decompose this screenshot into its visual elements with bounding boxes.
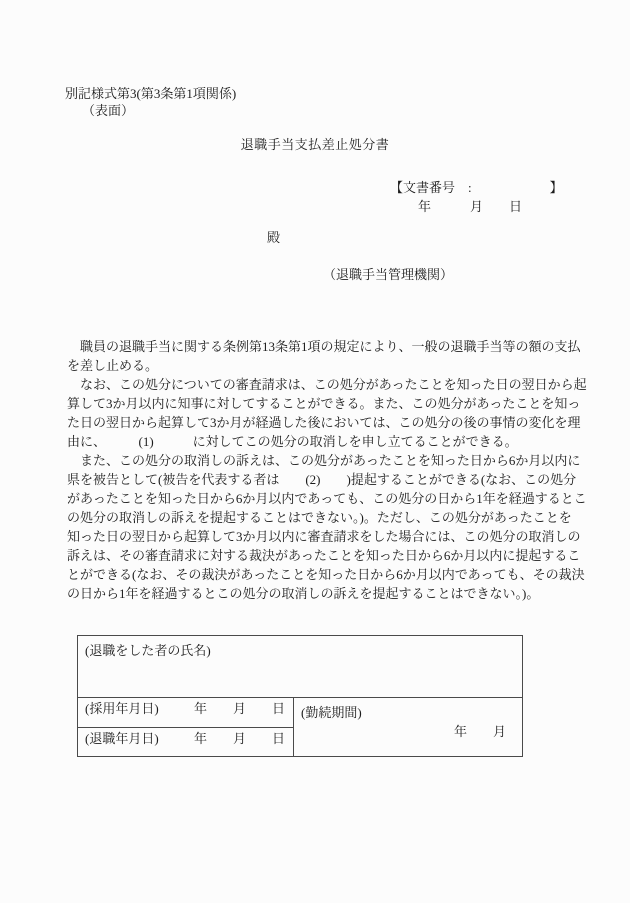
body-line: 県を被告として(被告を代表する者は (2) )提起することができる(なお、この処分 (67, 472, 577, 487)
table-row (78, 636, 523, 698)
body-line: た日の翌日から起算して3か月が経過した後においては、この処分の後の事情の変化を理 (67, 415, 581, 430)
body-line: 知った日の翌日から起算して3か月以内に審査請求をした場合には、この処分の取消しの (67, 529, 581, 544)
body-line: の処分の取消しの訴えを提起することはできない。)。ただし、この処分があったことを (67, 510, 572, 525)
issue-date-line: 年 月 日 (418, 199, 523, 214)
hire-date-units: 年 月 日 (193, 701, 285, 716)
retirement-date-units: 年 月 日 (193, 731, 285, 746)
form-reference: 別記様式第3(第3条第1項関係) (65, 86, 237, 101)
retiree-name-cell (78, 636, 523, 698)
service-period-label: (勤続期間) (301, 705, 362, 720)
body-line: とができる(なお、その裁決があったことを知った日から6か月以内であっても、その裁決 (67, 567, 585, 582)
body-line: 訴えは、その審査請求に対する裁決があったことを知った日から6か月以内に提起するこ (67, 548, 581, 563)
body-line: 職員の退職手当に関する条例第13条第1項の規定により、一般の退職手当等の額の支払 (67, 339, 581, 354)
body-line: また、この処分の取消しの訴えは、この処分があったことを知った日から6か月以内に (67, 453, 581, 468)
body-line: なお、この処分についての審査請求は、この処分があったことを知った日の翌日から起 (67, 377, 587, 392)
service-period-cell (294, 698, 523, 757)
hire-date-label: (採用年月日) (85, 701, 159, 716)
document-number-field: 【文書番号 : 】 (390, 180, 563, 195)
hire-date-cell (78, 698, 294, 728)
issuing-authority: （退職手当管理機関） (323, 267, 454, 282)
body-line: 由に、 (1) に対してこの処分の取消しを申し立てることができる。 (67, 434, 518, 449)
retiree-table (77, 635, 523, 757)
addressee-honorific: 殿 (267, 230, 281, 245)
body-line: を差し止める。 (67, 358, 159, 373)
service-period-units: 年 月 (454, 724, 507, 739)
body-line: があったことを知った日から6か月以内であっても、この処分の日から1年を経過するとこ (67, 491, 587, 506)
body-text (67, 337, 587, 603)
retirement-date-cell (78, 728, 294, 757)
document-title: 退職手当支払差止処分書 (240, 137, 390, 152)
body-line: 算して3か月以内に知事に対してすることができる。また、この処分があったことを知っ (67, 396, 581, 411)
retiree-name-label: (退職をした者の氏名) (85, 643, 211, 658)
body-line: の日から1年を経過するとこの処分の取消しの訴えを提起することはできない。)。 (67, 586, 540, 601)
side-label: （表面） (82, 103, 135, 118)
table-row (78, 698, 523, 728)
retirement-date-label: (退職年月日) (85, 731, 159, 746)
